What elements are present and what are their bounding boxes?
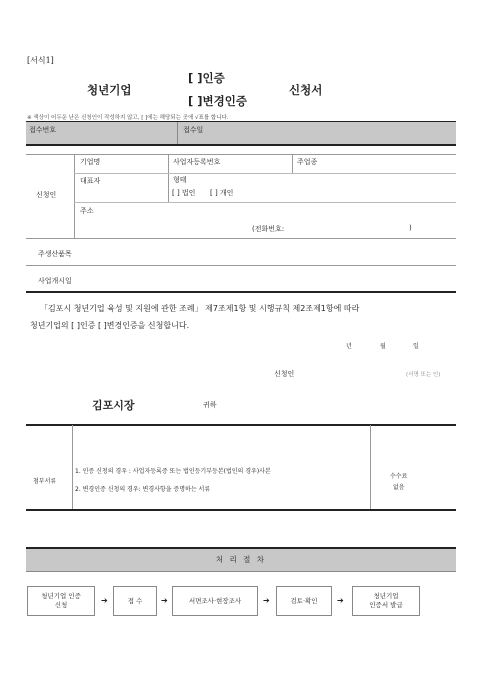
biz-reg-number-label: 사업자등록번호: [173, 158, 221, 166]
step-5-line-2: 인증서 발급: [369, 601, 403, 609]
procedure-step-receipt: [113, 586, 157, 616]
procedure-step-apply: [27, 586, 95, 616]
procedure-step-review: [276, 586, 332, 616]
date-day: 일: [413, 343, 419, 350]
phone-label: (전화번호:: [252, 225, 285, 233]
step-3-label: 서면조사·현장조사: [188, 596, 242, 605]
statement-line-2: 청년기업의 [ ]인증 [ ]변경인증을 신청합니다.: [30, 321, 190, 330]
arrow-icon: ➔: [263, 596, 270, 605]
applicant-col-divider-2: [292, 154, 293, 173]
signer-label: 신청인: [274, 370, 295, 378]
company-name-label: 기업명: [80, 158, 101, 166]
products-bottom-rule: [26, 265, 456, 266]
sign-note: (서명 또는 인): [406, 372, 441, 378]
title-main: 청년기업: [87, 83, 132, 97]
corporation-checkbox[interactable]: [ ] 법인: [172, 189, 196, 197]
address-label: 주소: [80, 207, 94, 215]
applicant-top-rule: [26, 154, 456, 155]
procedure-step-issue: [352, 586, 420, 616]
arrow-icon: ➔: [101, 596, 108, 605]
step-5-line-1: 청년기업: [373, 592, 399, 600]
business-start-date-label: 사업개시일: [38, 277, 72, 285]
title-option-change: [ ]변경인증: [188, 94, 247, 108]
procedure-header: 처 리 절 차: [215, 555, 267, 564]
fee-value: 없음: [393, 484, 405, 491]
step-2-label: 접 수: [127, 596, 143, 605]
addressee-honorific: 귀하: [203, 401, 217, 409]
form-number: [서식1]: [27, 56, 54, 65]
phone-close-paren: ): [409, 224, 412, 232]
step-1-line-2: 신청: [54, 601, 68, 609]
receipt-number-label: 접수번호: [29, 126, 57, 134]
applicant-row-rule-1: [74, 173, 456, 174]
fee-label: 수수료: [390, 473, 408, 480]
addressee-name: 김포시장: [92, 399, 135, 412]
applicant-bottom-rule: [26, 238, 456, 239]
representative-label: 대표자: [80, 177, 101, 185]
arrow-icon: ➔: [161, 596, 168, 605]
procedure-step-investigation: [172, 586, 258, 616]
notice-text: ※ 색상이 어두운 난은 신청인이 작성하지 않고, [ ]에는 해당되는 곳에 √표를 합니다.: [27, 115, 229, 121]
attachment-item-1: 1. 인증 신청의 경우 : 사업자등록증 또는 법인등기부등본(법인의 경우)사본: [75, 468, 271, 475]
individual-checkbox[interactable]: [ ] 개인: [210, 189, 234, 197]
applicant-col-divider: [168, 154, 169, 202]
applicant-section-label: 신청인: [36, 191, 57, 199]
attachments-label: 첨부서류: [33, 478, 57, 485]
receipt-bottom-rule: [26, 144, 456, 146]
attachments-top-rule: [26, 424, 456, 426]
date-year: 년: [346, 343, 352, 350]
title-option-certify: [ ]인증: [188, 71, 225, 85]
business-form-label: 형태: [173, 176, 187, 184]
arrow-icon: ➔: [337, 596, 344, 605]
receipt-date-label: 접수일: [183, 126, 204, 134]
date-month: 월: [380, 343, 386, 350]
attachments-right-divider: [370, 425, 371, 509]
applicant-row-rule-2: [74, 202, 456, 203]
applicant-label-divider: [74, 154, 75, 238]
attachments-left-divider: [72, 425, 73, 509]
info-bottom-rule: [26, 291, 456, 293]
attachment-item-2: 2. 변경인증 신청의 경우: 변경사항을 증명하는 서류: [75, 486, 211, 493]
receipt-row: [26, 122, 456, 144]
main-business-label: 주업종: [297, 158, 318, 166]
statement-line-1: 「김포시 청년기업 육성 및 지원에 관한 조례」 제7조제1항 및 시행규칙 제2조제1항에 따라: [40, 304, 360, 313]
procedure-header-bar: [26, 547, 456, 572]
receipt-divider: [177, 122, 178, 144]
title-suffix: 신청서: [289, 83, 323, 97]
step-4-label: 검토·확인: [290, 596, 318, 605]
step-1-line-1: 청년기업 인증: [41, 592, 81, 600]
main-products-label: 주생산품목: [38, 250, 72, 258]
attachments-bottom-rule: [26, 509, 456, 511]
